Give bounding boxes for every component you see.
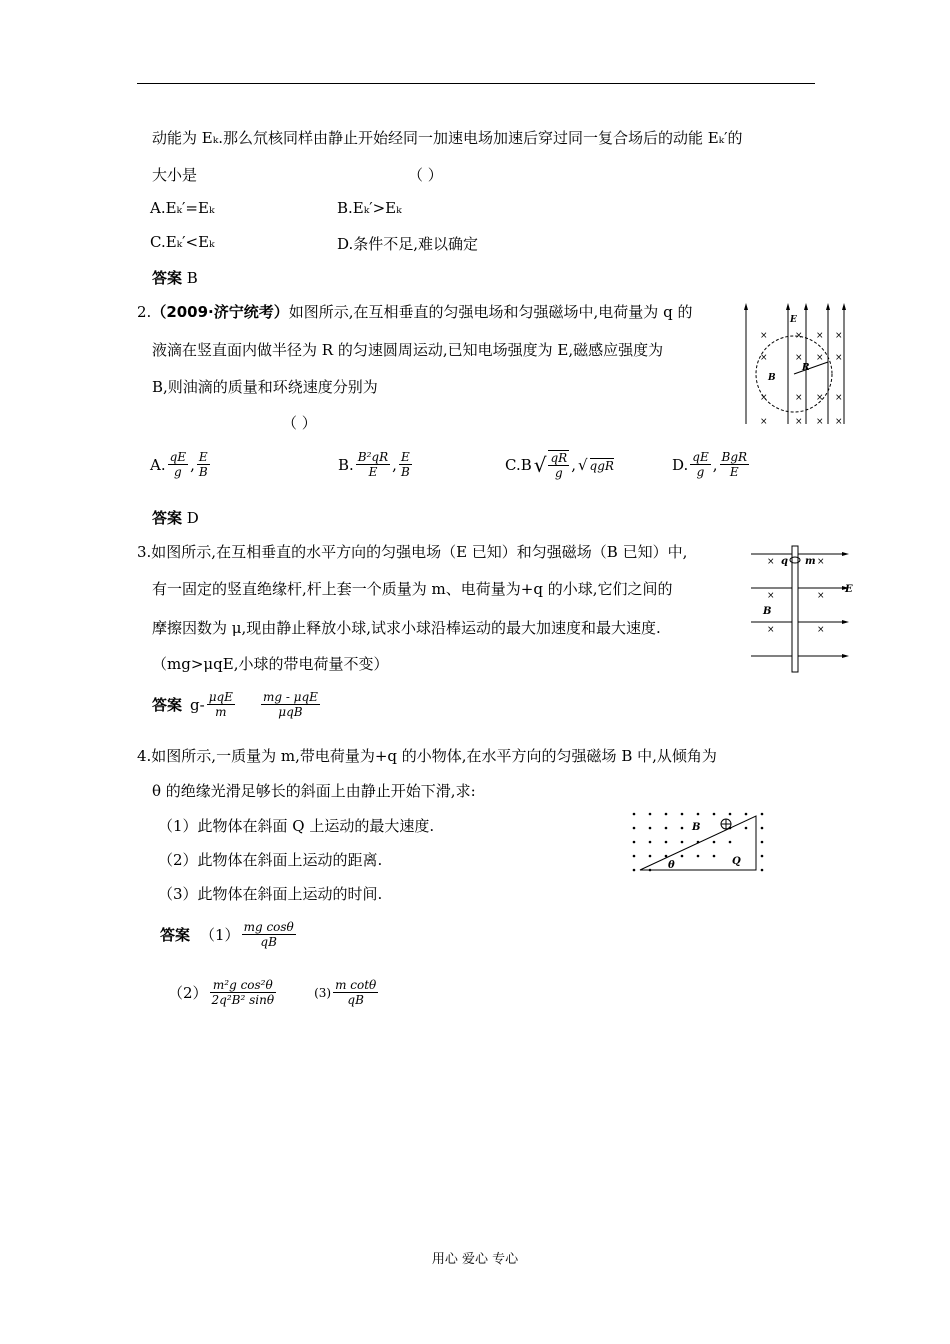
svg-text:×: ×: [817, 625, 825, 635]
q1-line2: 大小是: [152, 166, 198, 184]
q2-text1: 如图所示,在互相垂直的匀强电场和匀强磁场中,电荷量为 q 的: [288, 303, 693, 321]
q3-fig-q: q: [781, 556, 788, 567]
svg-text:×: ×: [816, 417, 824, 427]
q1-line1: 动能为 Eₖ.那么氘核同样由静止开始经同一加速电场加速后穿过同一复合场后的动能 Eₖ′的: [152, 129, 743, 147]
q4-sub3: （3）此物体在斜面上运动的时间.: [158, 885, 383, 903]
q2-option-c: C.B √ $\frac{qR}{g}$ , √ qgR: [505, 451, 614, 480]
q3-line3: 摩擦因数为 μ,现由静止释放小球,试求小球沿棒运动的最大加速度和最大速度.: [152, 619, 661, 637]
q1-option-b: B.Eₖ′>Eₖ: [337, 199, 402, 217]
header-rule: [137, 83, 815, 84]
svg-text:×: ×: [816, 393, 824, 403]
q2-figure: [740, 300, 850, 428]
answer-label: 答案: [152, 269, 183, 287]
svg-text:×: ×: [767, 625, 775, 635]
q1-option-d: D.条件不足,难以确定: [337, 235, 479, 253]
svg-text:×: ×: [767, 591, 775, 601]
q1-answer: [152, 267, 198, 288]
q2-option-a: A. $\frac{qE}{g}$ , $\frac{E}{B}$: [150, 450, 208, 479]
q2-line1: [137, 301, 692, 322]
q2-fig-e: E: [790, 315, 797, 325]
q4-fig-theta: θ: [668, 860, 675, 871]
svg-text:×: ×: [816, 353, 824, 363]
q1-option-a: A.Eₖ′=Eₖ: [150, 199, 215, 217]
svg-text:×: ×: [767, 557, 775, 567]
q1-option-c: C.Eₖ′<Eₖ: [150, 233, 215, 251]
page-footer: 用心 爱心 专心: [431, 1252, 519, 1267]
svg-text:×: ×: [835, 331, 843, 341]
q3-line1: 3.如图所示,在互相垂直的水平方向的匀强电场（E 已知）和匀强磁场（B 已知）中,: [137, 543, 688, 561]
svg-text:×: ×: [760, 353, 768, 363]
q3-fig-e: E: [845, 584, 853, 595]
svg-text:×: ×: [835, 353, 843, 363]
q4-answer-2-3: （2） $\frac{\text{m²g cos²θ}}{\text{2q²B² sinθ}}$ (3) $\frac{\text{m cotθ}}{qB}$: [168, 978, 377, 1007]
answer-value: B: [186, 269, 198, 287]
q4-figure: [628, 808, 768, 878]
q3-figure: [745, 542, 860, 674]
svg-text:×: ×: [795, 331, 803, 341]
q2-number: 2.: [137, 303, 152, 321]
q3-fig-b: B: [763, 606, 772, 617]
q4-line1: 4.如图所示,一质量为 m,带电荷量为+q 的小物体,在水平方向的匀强磁场 B 中,从倾角为: [137, 747, 717, 765]
svg-text:×: ×: [795, 393, 803, 403]
q3-line4: （mg>μqE,小球的带电荷量不变）: [152, 655, 389, 673]
q4-sub1: （1）此物体在斜面 Q 上运动的最大速度.: [158, 817, 435, 835]
q4-answer-1: 答案 （1） $\frac{\text{mg cosθ}}{qB}$: [160, 920, 294, 949]
q2-line2: 液滴在竖直面内做半径为 R 的匀速圆周运动,已知电场强度为 E,磁感应强度为: [152, 341, 664, 359]
q4-fig-q: Q: [732, 856, 741, 867]
q1-paren: （ ）: [408, 166, 443, 184]
svg-text:×: ×: [760, 331, 768, 341]
q2-source: （2009·济宁统考）: [151, 303, 289, 321]
svg-text:×: ×: [835, 417, 843, 427]
q3-answer: 答案 g- $\frac{\text{μqE}}{m}$ $\frac{\text{mg - μqE}}{\text{μqB}}$: [152, 690, 318, 719]
svg-text:×: ×: [817, 557, 825, 567]
q2-line3: B,则油滴的质量和环绕速度分别为: [152, 378, 378, 396]
q4-sub2: （2）此物体在斜面上运动的距离.: [158, 851, 383, 869]
q3-line2: 有一固定的竖直绝缘杆,杆上套一个质量为 m、电荷量为+q 的小球,它们之间的: [152, 580, 673, 598]
svg-text:×: ×: [760, 393, 768, 403]
q2-fig-b: B: [768, 373, 776, 383]
q2-option-d: D. $\frac{qE}{g}$ , $\frac{\text{BgR}}{E}$: [672, 450, 748, 479]
q4-fig-b: B: [692, 822, 701, 833]
svg-text:×: ×: [817, 591, 825, 601]
svg-text:×: ×: [760, 417, 768, 427]
q2-option-b: B. $\frac{\text{B²qR}}{E}$ , $\frac{E}{B}$: [338, 450, 410, 479]
svg-text:×: ×: [816, 331, 824, 341]
q2-fig-r: R: [802, 363, 810, 373]
q4-line2: θ 的绝缘光滑足够长的斜面上由静止开始下滑,求:: [152, 782, 476, 800]
svg-text:×: ×: [835, 393, 843, 403]
q2-paren: （ ）: [282, 414, 317, 432]
svg-text:×: ×: [795, 353, 803, 363]
svg-text:×: ×: [795, 417, 803, 427]
q2-answer: 答案 D: [152, 509, 199, 527]
q3-fig-m: m: [805, 556, 816, 567]
